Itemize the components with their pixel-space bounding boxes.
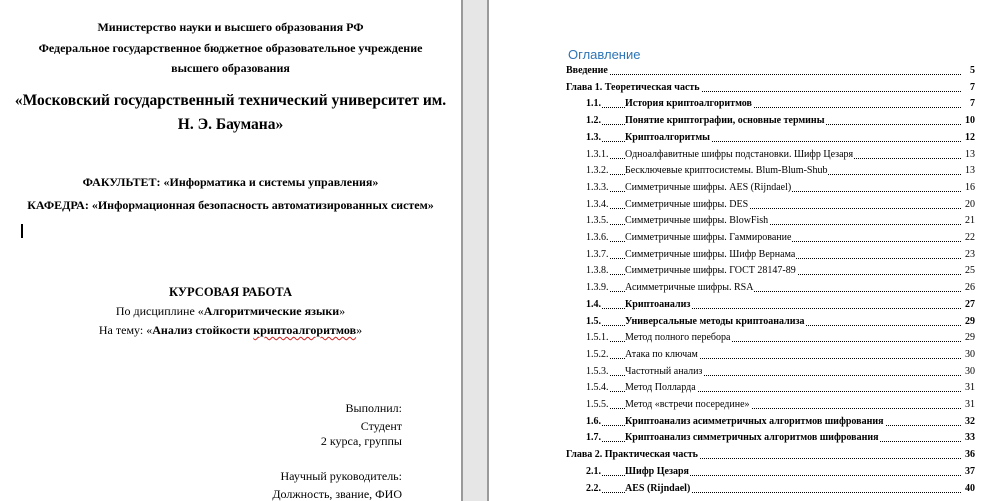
toc-entry-title: Понятие криптографии, основные термины xyxy=(625,115,825,127)
spellcheck-marked-word: криптоалгоритмов xyxy=(253,323,357,337)
toc-entry-page: 36 xyxy=(965,449,975,461)
toc-entry[interactable] xyxy=(586,348,975,362)
toc-entry-title: Криптоанализ xyxy=(625,298,691,310)
department-line: КАФЕДРА: «Информационная безопасность автоматизированных систем» xyxy=(27,198,434,212)
toc-entry-title: Глава 1. Теоретическая часть xyxy=(566,81,700,93)
ministry-line: Министерство науки и высшего образования РФ xyxy=(97,20,364,34)
toc-entry-title: Бесключевые криптосистемы. Blum-Blum-Shub xyxy=(625,165,828,177)
toc-entry-title: Симметричные шифры. Шифр Вернама xyxy=(625,248,796,260)
toc-entry-page: 40 xyxy=(965,482,975,494)
toc-entry[interactable] xyxy=(586,482,975,496)
toc-entry-title: Симметричные шифры. ГОСТ 28147-89 xyxy=(625,265,796,277)
toc-entry[interactable] xyxy=(586,298,975,312)
toc-entry-number: 1.6. xyxy=(586,415,601,427)
course-group-label: 2 курса, группы xyxy=(320,434,402,448)
toc-entry-number: 1.3.3. xyxy=(586,181,609,193)
toc-entry[interactable] xyxy=(586,264,975,278)
toc-dot-leader xyxy=(566,74,961,75)
toc-entry-title: Универсальные методы криптоанализа xyxy=(625,315,805,327)
toc-entry-title: Атака по ключам xyxy=(625,348,698,360)
toc-entry[interactable] xyxy=(586,381,975,395)
toc-entry-page: 33 xyxy=(965,432,975,444)
toc-entry[interactable] xyxy=(586,181,975,195)
toc-entry[interactable] xyxy=(586,164,975,178)
toc-entry-page: 22 xyxy=(965,232,975,243)
toc-entry[interactable] xyxy=(586,131,975,145)
toc-entry-number: 1.3. xyxy=(586,131,601,143)
toc-entry-title: Одноалфавитные шифры подстановки. Шифр Цезаря xyxy=(625,148,854,160)
toc-entry[interactable] xyxy=(566,81,975,95)
student-label: Студент xyxy=(360,419,402,433)
toc-entry-title: Криптоанализ асимметричных алгоритмов шифрования xyxy=(625,415,884,427)
toc-entry-page: 21 xyxy=(965,215,975,227)
toc-entry[interactable] xyxy=(586,281,975,295)
toc-entry-title: Криптоанализ симметричных алгоритмов шифрования xyxy=(625,432,879,444)
toc-entry-number: 1.5. xyxy=(586,315,601,327)
toc-entry[interactable] xyxy=(586,398,975,412)
toc-page xyxy=(489,0,1000,501)
work-type-heading: КУРСОВАЯ РАБОТА xyxy=(169,285,292,299)
toc-entry[interactable] xyxy=(566,64,975,78)
toc-entry-number: 1.3.5. xyxy=(586,215,609,227)
toc-entry-page: 5 xyxy=(970,65,975,76)
toc-entry-title: Частотный анализ xyxy=(625,365,703,377)
toc-entry[interactable] xyxy=(586,214,975,228)
toc-entry-title: Глава 2. Практическая часть xyxy=(566,449,698,461)
toc-entry-number: 1.5.4. xyxy=(586,382,609,394)
toc-entry-title: Криптоалгоритмы xyxy=(625,131,710,143)
toc-entry-title: Метод Полларда xyxy=(625,382,696,394)
topic-suffix: » xyxy=(356,323,363,337)
toc-entry-number: 1.3.9. xyxy=(586,282,609,294)
toc-entry-page: 26 xyxy=(965,282,975,294)
toc-entry-number: 2.1. xyxy=(586,465,601,477)
toc-entry-page: 29 xyxy=(965,315,975,327)
faculty-line: ФАКУЛЬТЕТ: «Информатика и системы управления» xyxy=(82,175,379,189)
toc-entry-number: 1.3.4. xyxy=(586,198,609,210)
toc-entry-title: Асимметричные шифры. RSA xyxy=(625,282,754,294)
toc-entry[interactable] xyxy=(586,365,975,379)
toc-entry[interactable] xyxy=(586,114,975,128)
toc-entry-title: Введение xyxy=(566,65,608,76)
toc-entry[interactable] xyxy=(586,148,975,162)
toc-entry-page: 32 xyxy=(965,415,975,427)
toc-entry-page: 7 xyxy=(970,98,975,110)
toc-entry-number: 1.3.7. xyxy=(586,248,609,260)
discipline-line xyxy=(0,304,461,319)
page-gap xyxy=(461,0,489,501)
toc-entry-number: 1.3.1. xyxy=(586,148,609,160)
toc-entry-number: 1.5.1. xyxy=(586,332,609,344)
institution-line-1: Федеральное государственное бюджетное образовательное учреждение xyxy=(38,41,423,55)
toc-entry[interactable] xyxy=(586,465,975,479)
topic-prefix: На тему: « xyxy=(98,323,153,337)
toc-entry-page: 31 xyxy=(965,382,975,394)
toc-entry-title: История криптоалгоритмов xyxy=(625,98,752,110)
university-line-2: Н. Э. Баумана» xyxy=(177,116,284,133)
toc-entry-page: 27 xyxy=(965,298,975,310)
toc-entry-title: Симметричные шифры. AES (Rijndael) xyxy=(625,181,792,193)
institution-line-2: высшего образования xyxy=(171,61,290,75)
toc-entry-number: 1.5.2. xyxy=(586,348,609,360)
toc-entry[interactable] xyxy=(586,248,975,262)
toc-entry-title: Симметричные шифры. DES xyxy=(625,198,749,210)
toc-entry-page: 12 xyxy=(965,131,975,143)
toc-entry-number: 1.3.8. xyxy=(586,265,609,277)
toc-entry-page: 30 xyxy=(965,365,975,377)
toc-entry[interactable] xyxy=(586,231,975,245)
discipline-suffix: » xyxy=(339,304,346,318)
toc-entry-page: 30 xyxy=(965,348,975,360)
toc-entry-number: 1.3.6. xyxy=(586,232,609,243)
toc-entry-page: 25 xyxy=(965,265,975,277)
toc-entry[interactable] xyxy=(586,415,975,429)
toc-entry-page: 20 xyxy=(965,198,975,210)
toc-entry-page: 7 xyxy=(970,81,975,93)
title-page xyxy=(0,0,461,501)
toc-entry[interactable] xyxy=(566,448,975,462)
toc-entry-page: 31 xyxy=(965,399,975,410)
toc-entry-page: 16 xyxy=(965,181,975,193)
toc-entry-number: 1.2. xyxy=(586,115,601,127)
page-edge-left xyxy=(461,0,463,501)
toc-entry-number: 2.2. xyxy=(586,482,601,494)
toc-entry-page: 23 xyxy=(965,248,975,260)
toc-entry-page: 10 xyxy=(965,115,975,127)
toc-entry-number: 1.7. xyxy=(586,432,601,444)
discipline-name: Алгоритмические языки xyxy=(203,304,340,318)
toc-entry[interactable] xyxy=(586,331,975,345)
text-cursor xyxy=(21,224,23,238)
toc-entry-page: 13 xyxy=(965,165,975,177)
toc-heading: Оглавление xyxy=(568,47,641,62)
supervisor-info: Должность, звание, ФИО xyxy=(272,487,402,501)
toc-entry[interactable] xyxy=(586,198,975,212)
toc-entry-title: Метод «встречи посередине» xyxy=(625,399,750,410)
toc-entry-number: 1.5.5. xyxy=(586,399,609,410)
toc-entry-number: 1.1. xyxy=(586,98,601,110)
toc-entry-number: 1.5.3. xyxy=(586,365,609,377)
toc-entry-number: 1.3.2. xyxy=(586,165,609,177)
toc-entry-number: 1.4. xyxy=(586,298,601,310)
toc-entry-title: Метод полного перебора xyxy=(625,332,731,344)
topic-line xyxy=(0,323,461,338)
toc-entry-title: Симметричные шифры. BlowFish xyxy=(625,215,769,227)
toc-entry-page: 29 xyxy=(965,332,975,344)
discipline-prefix: По дисциплине « xyxy=(115,304,204,318)
toc-entry[interactable] xyxy=(586,431,975,445)
supervisor-label: Научный руководитель: xyxy=(280,469,402,483)
toc-entry-page: 13 xyxy=(965,148,975,160)
toc-entry[interactable] xyxy=(586,315,975,329)
toc-entry[interactable] xyxy=(586,97,975,111)
topic-name: Анализ стойкости xyxy=(152,323,254,337)
toc-entry-title: Симметричные шифры. Гаммирование xyxy=(625,232,792,243)
toc-entry-page: 37 xyxy=(965,465,975,477)
university-line-1: «Московский государственный технический университет им. xyxy=(14,92,447,109)
performed-by-label: Выполнил: xyxy=(345,401,402,415)
toc-entry-title: Шифр Цезаря xyxy=(625,465,689,477)
toc-entry-title: AES (Rijndael) xyxy=(625,482,691,494)
